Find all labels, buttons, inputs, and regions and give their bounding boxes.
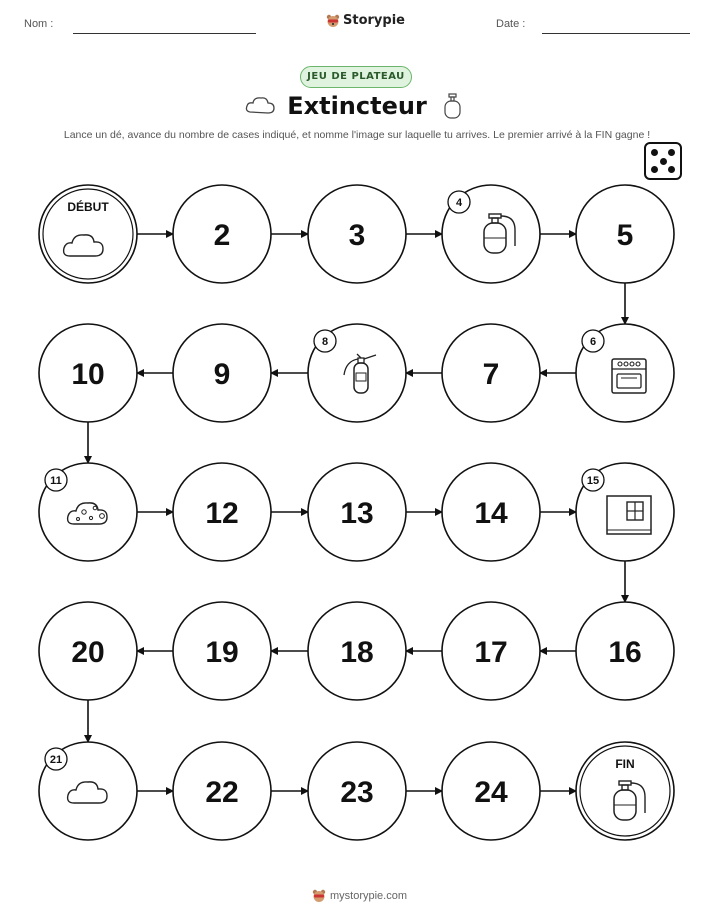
board-cell-22 xyxy=(173,742,271,840)
cell-number: 23 xyxy=(340,776,374,809)
end-label: FIN xyxy=(615,757,635,771)
board-cell-25 xyxy=(576,742,674,840)
board-cell-5 xyxy=(576,185,674,283)
cell-number: 3 xyxy=(348,219,366,252)
board-cell-17 xyxy=(442,602,540,700)
board-cell-2 xyxy=(173,185,271,283)
cell-number: 20 xyxy=(71,636,105,669)
cell-number: 19 xyxy=(205,636,239,669)
bear-icon xyxy=(312,889,326,903)
cell-number: 5 xyxy=(616,219,634,252)
cell-badge-number: 11 xyxy=(50,475,62,487)
board-cell-13 xyxy=(308,463,406,561)
board-cell-11 xyxy=(39,463,137,561)
board-cell-4 xyxy=(442,185,540,283)
board-cell-8 xyxy=(308,324,406,422)
cell-number: 16 xyxy=(608,636,642,669)
brand-name: Storypie xyxy=(343,13,405,28)
start-label: DÉBUT xyxy=(67,200,109,214)
cell-number: 7 xyxy=(482,358,500,391)
cell-number: 12 xyxy=(205,497,239,530)
board-cell-15 xyxy=(576,463,674,561)
date-label: Date : xyxy=(496,18,526,30)
board-cell-10 xyxy=(39,324,137,422)
name-label: Nom : xyxy=(24,18,54,30)
board-cell-24 xyxy=(442,742,540,840)
cell-number: 18 xyxy=(340,636,374,669)
cell-badge-number: 4 xyxy=(455,197,463,209)
board-cell-19 xyxy=(173,602,271,700)
cell-badge-number: 6 xyxy=(589,336,597,348)
cell-number: 14 xyxy=(474,497,508,530)
cell-number: 17 xyxy=(474,636,508,669)
board-cell-18 xyxy=(308,602,406,700)
footer xyxy=(312,889,407,903)
cell-number: 22 xyxy=(205,776,239,809)
board-cell-23 xyxy=(308,742,406,840)
board-cell-20 xyxy=(39,602,137,700)
board-cell-14 xyxy=(442,463,540,561)
board-cell-12 xyxy=(173,463,271,561)
footer-url: mystorypie.com xyxy=(330,890,408,902)
cell-number: 24 xyxy=(474,776,508,809)
board-cell-1 xyxy=(39,185,137,283)
cell-badge-number: 15 xyxy=(586,475,600,487)
game-type-badge: JEU DE PLATEAU xyxy=(300,66,412,88)
instructions: Lance un dé, avance du nombre de cases indiqué, et nomme l'image sur laquelle tu arrives. Le premier arrivé à la FIN gagne ! xyxy=(63,129,651,141)
board-cell-16 xyxy=(576,602,674,700)
board-cell-3 xyxy=(308,185,406,283)
page-title: Extincteur xyxy=(287,92,427,120)
cell-badge-number: 8 xyxy=(321,336,329,348)
cell-number: 13 xyxy=(340,497,374,530)
board-cell-6 xyxy=(576,324,674,422)
cell-number: 10 xyxy=(71,358,105,391)
board-cell-7 xyxy=(442,324,540,422)
board-cell-9 xyxy=(173,324,271,422)
board-cell-21 xyxy=(39,742,137,840)
cell-badge-number: 21 xyxy=(49,754,63,766)
cell-number: 2 xyxy=(213,219,231,252)
cell-number: 9 xyxy=(213,358,231,391)
